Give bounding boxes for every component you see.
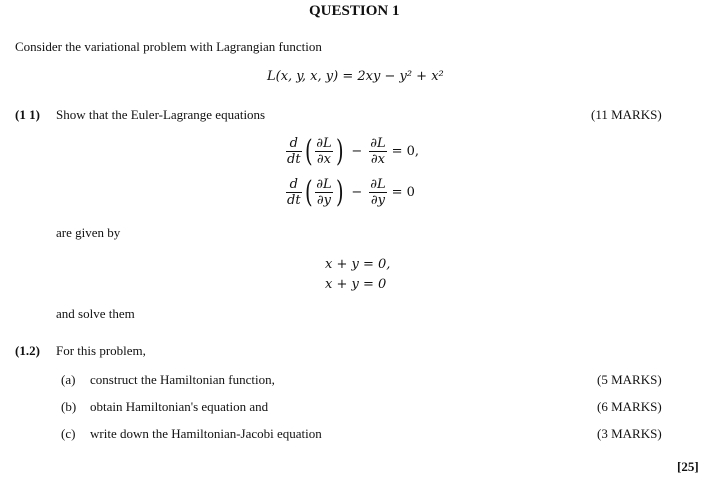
q11-marks: (11 MARKS)	[591, 107, 662, 122]
euler-lagrange-eq-1: $\frac{d}{dt}$ ( $\frac{\partial L}{\partial x}$ ) − $\frac{\partial L}{\partial x}$ = 0,	[287, 133, 420, 169]
q11-number: (1 1)	[15, 107, 40, 122]
part-b-text: obtain Hamiltonian's equation and	[90, 399, 269, 414]
dL-dxdot-fraction: $\frac{\partial L}{\partial x}$	[316, 136, 332, 167]
q12-number: (1.2)	[15, 343, 40, 358]
total-marks: [25]	[677, 459, 699, 474]
dL-dy-fraction: $\frac{\partial L}{\partial y}$	[370, 177, 386, 208]
lagrangian-rhs: 2xy − y² + x²	[357, 69, 444, 84]
dL-dydot-fraction: $\frac{\partial L}{\partial y}$	[316, 177, 332, 208]
part-c-text: write down the Hamiltonian-Jacobi equation	[90, 426, 322, 441]
part-a-text: construct the Hamiltonian function,	[90, 372, 275, 387]
d-dt-fraction: $\frac{d}{dt}$	[287, 177, 301, 208]
lagrangian-lhs: L(x, y, x, y)	[267, 69, 339, 84]
q11-text: Show that the Euler-Lagrange equations	[56, 107, 266, 122]
given-by-text: are given by	[56, 225, 121, 240]
part-b-marks: (6 MARKS)	[597, 399, 662, 414]
part-a-label: (a)	[61, 372, 76, 387]
q12-text: For this problem,	[56, 343, 146, 358]
eq2-tail: = 0	[391, 185, 415, 200]
euler-lagrange-eq-2: $\frac{d}{dt}$ ( $\frac{\partial L}{\partial y}$ ) − $\frac{\partial L}{\partial y}$ = 0	[287, 174, 415, 210]
d-dt-fraction: $\frac{d}{dt}$	[287, 136, 301, 167]
question-title: QUESTION 1	[309, 3, 400, 19]
eq1-tail: = 0,	[391, 144, 420, 159]
part-a-marks: (5 MARKS)	[597, 372, 662, 387]
part-c-marks: (3 MARKS)	[597, 426, 662, 441]
intro-text: Consider the variational problem with Lagrangian function	[15, 39, 322, 54]
lagrangian-equation: L(x, y, x, y) = 2xy − y² + x²	[267, 69, 444, 84]
part-c-label: (c)	[61, 426, 76, 441]
solution-eq-1: x + y = 0,	[325, 257, 391, 272]
part-b-label: (b)	[61, 399, 77, 414]
solve-text: and solve them	[56, 306, 135, 321]
solution-eq-2: x + y = 0	[325, 277, 387, 292]
dL-dx-fraction: $\frac{\partial L}{\partial x}$	[370, 136, 386, 167]
